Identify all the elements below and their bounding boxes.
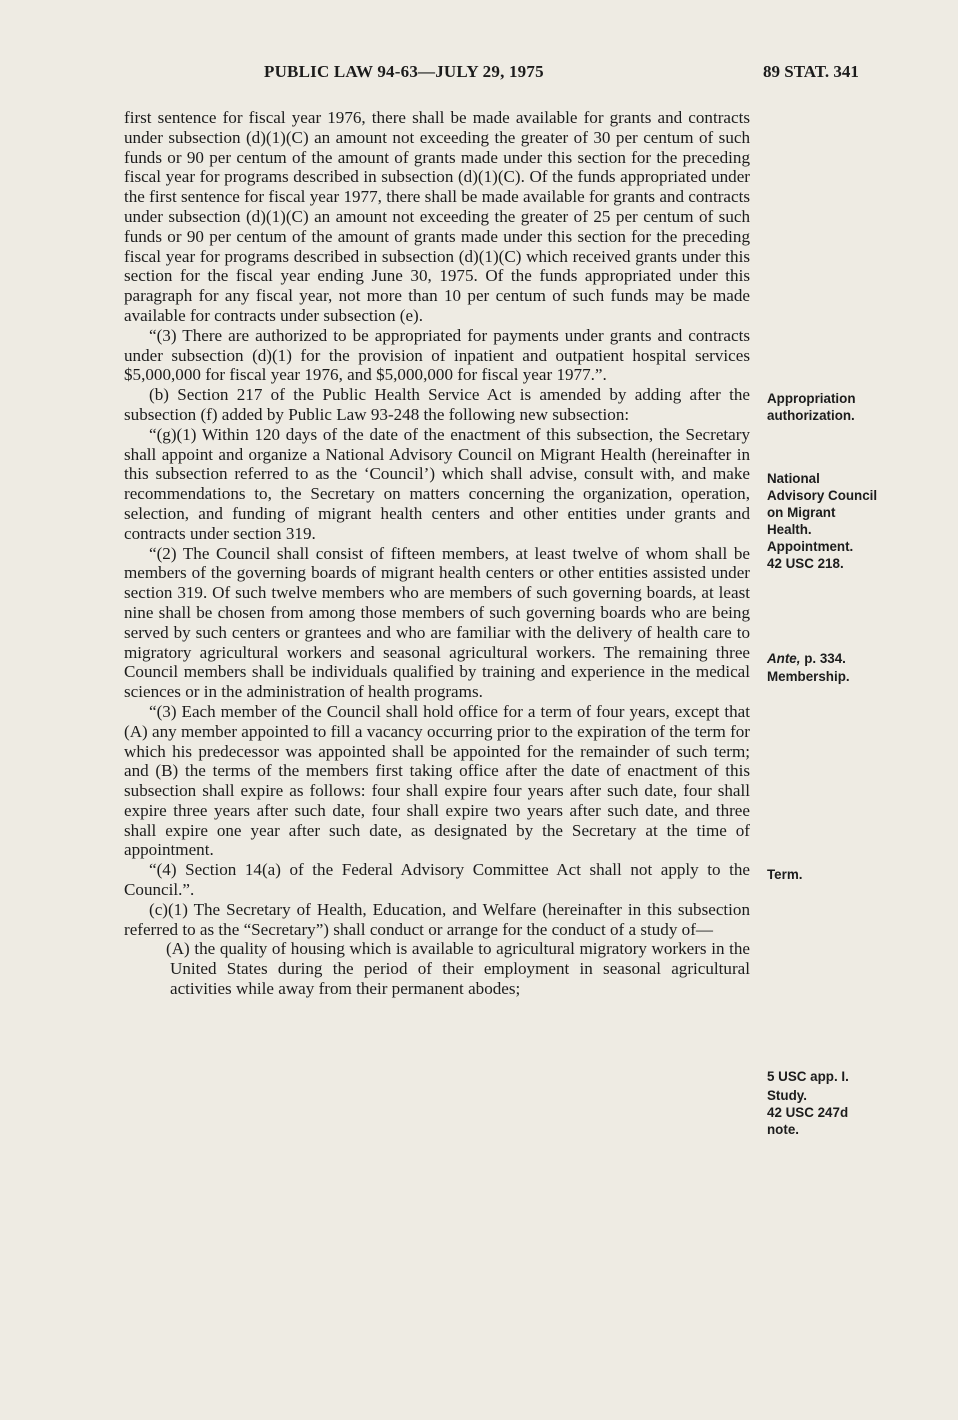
paragraph-g2: “(2) The Council shall consist of fifteen members, at least twelve of whom shall be members of the governing boards of migrant health centers or other entities assisted under section 319. Of such twelve members who are members of such governing boards, at least nine shall be chosen from among those members of such governing boards who are being served by such centers or grantees and who are familiar with the delivery of health care to migratory agricultural workers and seasonal agricultural workers. The remaining three Council members shall be individuals qualified by training and experience in the medical sciences or in the administration of health programs. (124, 543, 750, 702)
margin-note-study: Study. 42 USC 247d note. (767, 1088, 849, 1137)
margin-note-council: National Advisory Council on Migrant Health. Appointment. 42 USC 218. (767, 471, 878, 571)
margin-note-ante-italic: Ante, (767, 651, 801, 666)
paragraph-continuation: first sentence for fiscal year 1976, there shall be made available for grants and contracts under subsection (d)(1)(C) an amount not exceeding the greater of 30 per centum of such funds or 90 per centum of the amount of grants made under this section for the preceding fiscal year for programs described in subsection (d)(1)(C). Of the funds appropriated under the first sentence for fiscal year 1977, there shall be made available for grants and contracts under subsection (d)(1)(C) an amount not exceeding the greater of 25 per centum of such funds or 90 per centum of the amount of grants made under this section for the preceding fiscal year for programs described in subsection (d)(1)(C) which received grants under this section for the fiscal year ending June 30, 1975. Of the funds appropriated under this paragraph for any fiscal year, not more than 10 per centum of such funds may be made available for contracts under subsection (e). (124, 108, 750, 325)
paragraph-section-c: (c)(1) The Secretary of Health, Education, and Welfare (hereinafter in this subsection referred to as the “Secretary”) shall conduct or arrange for the conduct of a study of— (124, 899, 750, 939)
page-header-stat: 89 STAT. 341 (763, 62, 859, 81)
margin-note-appropriation: Appropriation authorization. (767, 391, 856, 423)
statute-body (124, 108, 750, 999)
paragraph-g1: “(g)(1) Within 120 days of the date of the enactment of this subsection, the Secretary shall appoint and organize a National Advisory Council on Migrant Health (hereinafter in this subsection referred to as the ‘Council’) which shall advise, consult with, and make recommendations to, the Secretary on matters concerning the organization, operation, selection, and funding of migrant health centers and other entities under grants and contracts under section 319. (124, 424, 750, 543)
paragraph-c1a: (A) the quality of housing which is available to agricultural migratory workers in the United States during the period of their employment in seasonal agricultural activities while away from their permanent abodes; (166, 939, 750, 999)
margin-note-term: Term. (767, 867, 803, 882)
paragraph-g3: “(3) Each member of the Council shall hold office for a term of four years, except that (A) any member appointed to fill a vacancy occurring prior to the expiration of the term for which his predecessor was appointed shall be appointed for the remainder of such term; and (B) the terms of the members first taking office after the date of enactment of this subsection shall expire as follows: four shall expire four years after such date, four shall expire three years after such date, four shall expire two years after such date, and three shall expire one year after such date, as designated by the Secretary at the time of appointment. (124, 701, 750, 860)
margin-note-usc-app: 5 USC app. I. (767, 1069, 849, 1084)
margin-note-membership: Membership. (767, 669, 850, 684)
paragraph-section-b: (b) Section 217 of the Public Health Service Act is amended by adding after the subsection (f) added by Public Law 93-248 the following new subsection: (124, 385, 750, 424)
margin-note-ante-page: p. 334. (800, 651, 846, 666)
page-header-title: PUBLIC LAW 94-63—JULY 29, 1975 (264, 62, 544, 81)
margin-note-ante (767, 650, 917, 667)
paragraph-appropriation: “(3) There are authorized to be appropriated for payments under grants and contracts under subsection (d)(1) for the provision of inpatient and outpatient hospital services $5,000,000 for fiscal year 1976, and $5,000,000 for fiscal year 1977.”. (124, 325, 750, 385)
paragraph-g4: “(4) Section 14(a) of the Federal Advisory Committee Act shall not apply to the Council.”. (124, 860, 750, 900)
